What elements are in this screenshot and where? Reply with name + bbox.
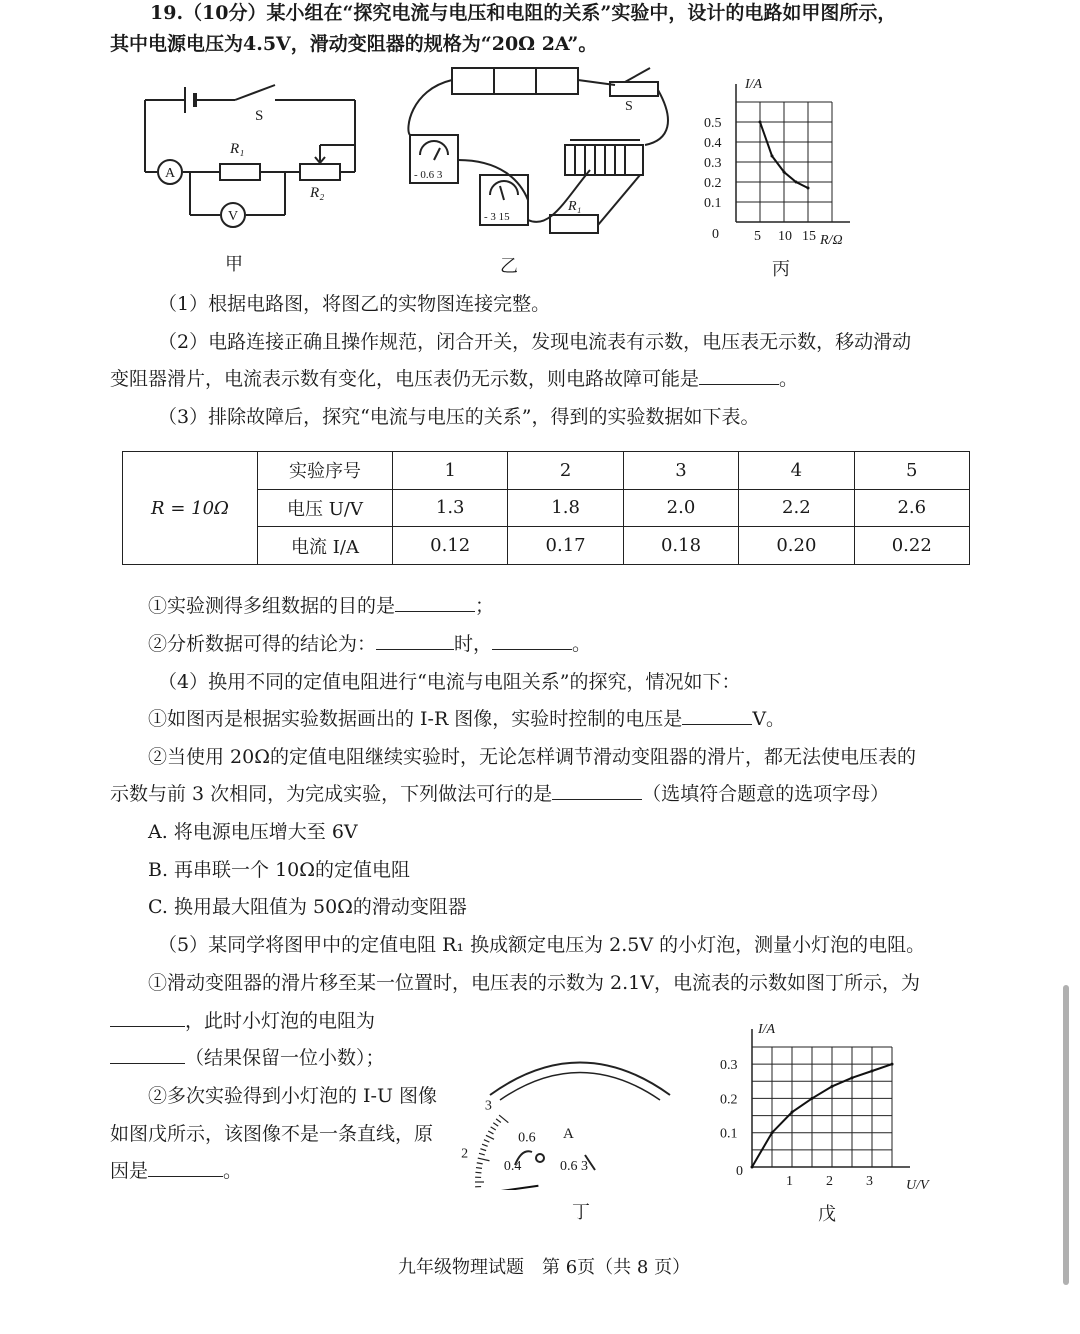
table-cell: 2.2 xyxy=(739,489,854,527)
dial-tick xyxy=(482,1144,488,1146)
q5-1-text-a: ①滑动变阻器的滑片移至某一位置时，电压表的示数为 2.1V，电流表的示数如图丁所示，为 xyxy=(148,972,920,994)
table-cell: 4 xyxy=(739,452,854,490)
y-tick-label: 0.2 xyxy=(704,176,722,191)
ammeter-terminals: - 0.6 3 xyxy=(414,169,443,181)
q2-line-b xyxy=(110,366,798,392)
data-point xyxy=(783,171,786,174)
answer-blank-q3-1[interactable] xyxy=(395,593,475,612)
answer-blank-q5-1b[interactable] xyxy=(110,1045,185,1064)
x-tick-label: 3 xyxy=(866,1174,873,1189)
x-tick-label: 10 xyxy=(778,229,792,244)
q5-1-line-b xyxy=(110,1008,375,1034)
answer-blank-q5-1a[interactable] xyxy=(110,1008,185,1027)
dial-tick xyxy=(496,1119,501,1123)
data-point xyxy=(759,121,762,124)
q2-text-a: （2）电路连接正确且操作规范，闭合开关，发现电流表有示数，电压表无示数，移动滑动 xyxy=(158,331,912,353)
table-cell: 1.8 xyxy=(508,489,623,527)
r2-label: R₂ xyxy=(310,185,325,201)
table-cell: 2.0 xyxy=(623,489,738,527)
data-point xyxy=(831,1085,834,1088)
dial-unit: A xyxy=(563,1126,574,1142)
q5-2-line-c xyxy=(110,1158,242,1184)
dial-bottom-label: 0.4 xyxy=(503,1159,522,1175)
data-point xyxy=(795,181,798,184)
switch-label: S xyxy=(255,108,264,124)
scrollbar[interactable] xyxy=(1063,985,1069,1285)
data-point xyxy=(807,187,810,190)
y-tick-label: 0.3 xyxy=(704,156,722,171)
dial-tick xyxy=(486,1135,494,1139)
data-point xyxy=(851,1076,854,1079)
table-cell: 2 xyxy=(508,452,623,490)
caption-yi: 乙 xyxy=(500,256,518,277)
voltmeter-symbol: V xyxy=(228,209,239,224)
q4-2-line-b xyxy=(110,781,889,807)
answer-blank-q4-2[interactable] xyxy=(552,781,642,800)
y-tick-label: 0.5 xyxy=(704,116,722,131)
q5-1-text-c: （结果保留一位小数）； xyxy=(185,1047,385,1069)
y-tick-label: 0.1 xyxy=(704,196,722,211)
q5-1-line-c xyxy=(110,1045,385,1071)
chart-bing-origin: 0 xyxy=(712,227,719,242)
table-cell: 0.22 xyxy=(854,527,969,565)
table-cell: 1.3 xyxy=(393,489,508,527)
q5-2-text-a: ②多次实验得到小灯泡的 I-U 图像 xyxy=(148,1085,438,1107)
q2-text-b: 变阻器滑片，电流表示数有变化，电压表仍无示数，则电路故障可能是 xyxy=(110,368,700,390)
y-tick-label: 0.2 xyxy=(720,1092,738,1108)
chart-wu xyxy=(710,1015,950,1195)
q4-2-end: （选填符合题意的选项字母） xyxy=(642,783,890,805)
table-cell: 5 xyxy=(854,452,969,490)
table-header-voltage: 电压 U/V xyxy=(258,489,393,527)
table-cell: 0.12 xyxy=(393,527,508,565)
dial-tick xyxy=(476,1168,482,1169)
option-a: A. 将电源电压增大至 6V xyxy=(148,821,358,843)
dial-tick xyxy=(484,1140,489,1142)
caption-wu: 戊 xyxy=(818,1204,836,1225)
table-cell: 3 xyxy=(623,452,738,490)
data-point xyxy=(771,1131,774,1134)
answer-blank-q4-1[interactable] xyxy=(682,706,752,725)
table-r-label: R = 10Ω xyxy=(123,452,258,565)
ammeter-dial-ding xyxy=(460,1030,700,1190)
q3-2-mid: 时， xyxy=(454,633,493,655)
q5-2-text-c: 因是 xyxy=(110,1160,149,1182)
q5-2-end: 。 xyxy=(223,1160,243,1182)
q2-end: 。 xyxy=(779,368,799,390)
dial-needle xyxy=(479,1186,538,1190)
table-cell: 0.17 xyxy=(508,527,623,565)
chart-wu-origin: 0 xyxy=(736,1164,743,1179)
dial-tick xyxy=(475,1172,481,1173)
table-cell: 2.6 xyxy=(854,489,969,527)
answer-blank-q5-2[interactable] xyxy=(148,1158,223,1177)
chart-bing xyxy=(700,70,860,250)
x-tick-label: 15 xyxy=(802,229,816,244)
dial-top-label: 2 xyxy=(461,1146,469,1162)
answer-blank-q3-2a[interactable] xyxy=(376,631,454,650)
dial-tick xyxy=(488,1131,493,1134)
q5-text: （5）某同学将图甲中的定值电阻 R₁ 换成额定电压为 2.5V 的小灯泡，测量小灯泡的电阻。 xyxy=(158,934,926,956)
data-point xyxy=(871,1070,874,1073)
q4-1-end: V。 xyxy=(752,708,786,730)
chart-wu-xlabel: U/V xyxy=(906,1178,929,1193)
q4-2-text-a: ②当使用 20Ω的定值电阻继续实验时，无论怎样调节滑动变阻器的滑片，都无法使电压表的 xyxy=(148,746,916,768)
option-c: C. 换用最大阻值为 50Ω的滑动变阻器 xyxy=(148,896,467,918)
table-row xyxy=(123,452,970,490)
ammeter-symbol: A xyxy=(165,166,176,181)
q3-text: （3）排除故障后，探究“电流与电压的关系”，得到的实验数据如下表。 xyxy=(158,406,760,428)
table-header-trial: 实验序号 xyxy=(258,452,393,490)
q5-1-text-b: ，此时小灯泡的电阻为 xyxy=(185,1010,376,1032)
q3-2-end: 。 xyxy=(572,633,592,655)
r1-label: R₁ xyxy=(230,141,245,157)
dial-tick xyxy=(491,1127,496,1130)
physical-circuit-yi xyxy=(400,60,680,245)
data-table xyxy=(122,451,970,565)
y-tick-label: 0.1 xyxy=(720,1126,738,1142)
caption-bing: 丙 xyxy=(772,259,790,280)
chart-bing-xlabel: R/Ω xyxy=(820,233,843,248)
dial-tick xyxy=(479,1153,485,1155)
data-point xyxy=(751,1166,754,1169)
q4-text: （4）换用不同的定值电阻进行“电流与电阻关系”的探究，情况如下： xyxy=(158,671,741,693)
circuit-diagram-jia xyxy=(135,75,375,275)
dial-tick xyxy=(480,1149,486,1151)
dial-top-label: 3 xyxy=(484,1098,492,1114)
q3-1-line xyxy=(148,593,494,619)
data-point xyxy=(811,1097,814,1100)
table-cell: 1 xyxy=(393,452,508,490)
x-tick-label: 2 xyxy=(826,1174,833,1189)
table-header-current: 电流 I/A xyxy=(258,527,393,565)
data-point xyxy=(891,1063,894,1066)
x-tick-label: 5 xyxy=(754,229,761,244)
page-footer: 九年级物理试题 第 6页（共 8 页） xyxy=(398,1257,691,1278)
answer-blank-q3-2b[interactable] xyxy=(492,631,572,650)
dial-tick xyxy=(478,1158,490,1161)
option-b: B. 再串联一个 10Ω的定值电阻 xyxy=(148,859,411,881)
x-tick-label: 1 xyxy=(786,1174,793,1189)
caption-jia: 甲 xyxy=(225,254,243,275)
q4-1-text: ①如图丙是根据实验数据画出的 I-R 图像，实验时控制的电压是 xyxy=(148,708,683,730)
voltmeter-terminals: - 3 15 xyxy=(484,211,510,223)
q3-2-text: ②分析数据可得的结论为： xyxy=(148,633,377,655)
dial-bottom-label: 0.6 xyxy=(518,1130,536,1146)
table-cell: 0.20 xyxy=(739,527,854,565)
chart-wu-ylabel: I/A xyxy=(758,1022,776,1037)
switch-label-yi: S xyxy=(625,99,633,114)
question-header-2: 其中电源电压为4.5V，滑动变阻器的规格为“20Ω 2A”。 xyxy=(110,33,598,55)
q4-2-text-b: 示数与前 3 次相同，为完成实验，下列做法可行的是 xyxy=(110,783,553,805)
y-tick-label: 0.4 xyxy=(704,136,722,151)
q3-2-line xyxy=(148,631,591,657)
q4-1-line xyxy=(148,706,785,732)
y-tick-label: 0.3 xyxy=(720,1058,738,1074)
table-cell: 0.18 xyxy=(623,527,738,565)
q3-1-end: ； xyxy=(475,595,495,617)
answer-blank-q2[interactable] xyxy=(699,366,779,385)
r1-label-yi: R₁ xyxy=(568,199,582,214)
q1-text: （1）根据电路图，将图乙的实物图连接完整。 xyxy=(158,293,551,315)
dial-tick xyxy=(477,1163,483,1164)
question-header: 19.（10分）某小组在“探究电流与电压和电阻的关系”实验中，设计的电路如甲图所示， xyxy=(150,2,897,24)
caption-ding: 丁 xyxy=(572,1202,590,1223)
data-point xyxy=(791,1111,794,1114)
dial-tick xyxy=(493,1123,498,1126)
data-point xyxy=(771,155,774,158)
dial-terminals: 0.6 3 xyxy=(560,1159,588,1174)
chart-bing-ylabel: I/A xyxy=(745,77,763,92)
q3-1-text: ①实验测得多组数据的目的是 xyxy=(148,595,396,617)
q5-2-text-b: 如图戊所示，该图像不是一条直线，原 xyxy=(110,1123,434,1145)
